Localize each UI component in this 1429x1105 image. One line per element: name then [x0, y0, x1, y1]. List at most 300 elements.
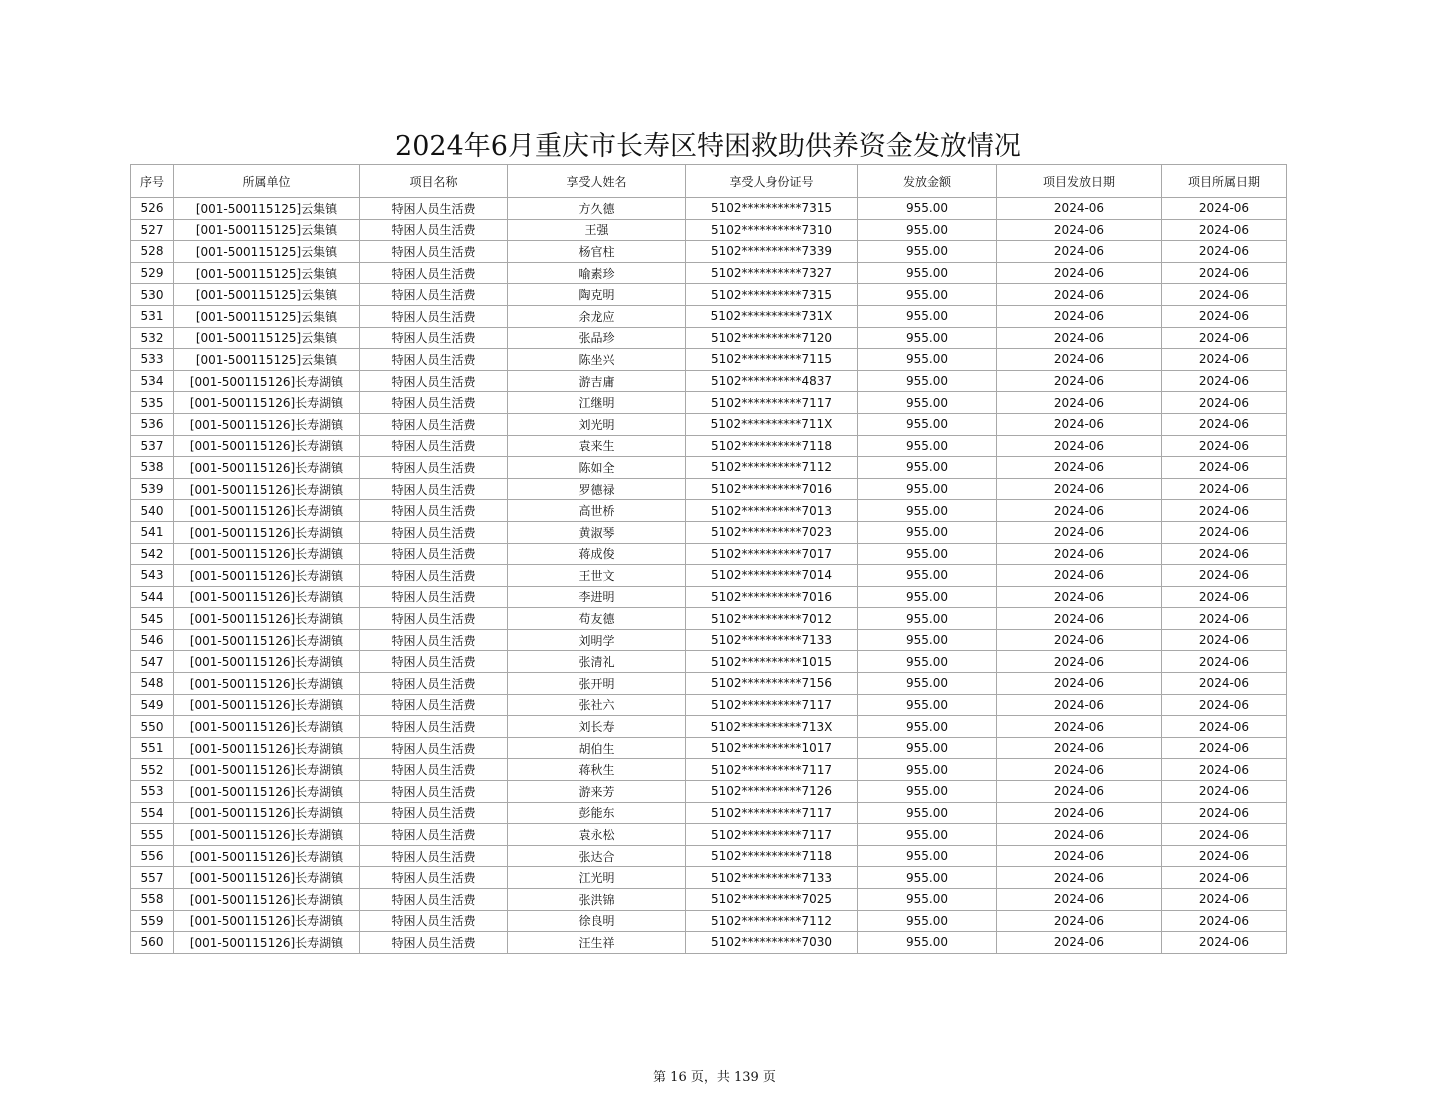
- cell-unit: [001-500115126]长寿湖镇: [174, 781, 360, 803]
- table-row: [131, 932, 1287, 954]
- cell-amount: 955.00: [858, 932, 997, 954]
- cell-project: 特困人员生活费: [360, 673, 508, 695]
- cell-period: 2024-06: [1162, 608, 1287, 630]
- cell-project: 特困人员生活费: [360, 867, 508, 889]
- cell-name: 游来芳: [508, 781, 686, 803]
- cell-unit: [001-500115125]云集镇: [174, 305, 360, 327]
- cell-amount: 955.00: [858, 521, 997, 543]
- cell-amount: 955.00: [858, 845, 997, 867]
- cell-index: 544: [131, 586, 174, 608]
- cell-amount: 955.00: [858, 457, 997, 479]
- table-row: [131, 478, 1287, 500]
- table-row: [131, 413, 1287, 435]
- col-header-index: 序号: [131, 165, 174, 198]
- cell-unit: [001-500115126]长寿湖镇: [174, 910, 360, 932]
- cell-period: 2024-06: [1162, 219, 1287, 241]
- cell-index: 539: [131, 478, 174, 500]
- cell-unit: [001-500115125]云集镇: [174, 262, 360, 284]
- cell-issue-date: 2024-06: [997, 867, 1162, 889]
- cell-project: 特困人员生活费: [360, 608, 508, 630]
- cell-period: 2024-06: [1162, 867, 1287, 889]
- table-row: [131, 262, 1287, 284]
- cell-unit: [001-500115126]长寿湖镇: [174, 867, 360, 889]
- cell-unit: [001-500115126]长寿湖镇: [174, 565, 360, 587]
- cell-name: 袁永松: [508, 824, 686, 846]
- table-row: [131, 737, 1287, 759]
- cell-issue-date: 2024-06: [997, 759, 1162, 781]
- cell-issue-date: 2024-06: [997, 565, 1162, 587]
- cell-issue-date: 2024-06: [997, 608, 1162, 630]
- cell-issue-date: 2024-06: [997, 932, 1162, 954]
- cell-amount: 955.00: [858, 500, 997, 522]
- cell-index: 551: [131, 737, 174, 759]
- cell-project: 特困人员生活费: [360, 521, 508, 543]
- cell-index: 536: [131, 413, 174, 435]
- cell-id-number: 5102**********7016: [686, 478, 858, 500]
- cell-amount: 955.00: [858, 198, 997, 220]
- cell-id-number: 5102**********7112: [686, 457, 858, 479]
- cell-amount: 955.00: [858, 824, 997, 846]
- cell-project: 特困人员生活费: [360, 651, 508, 673]
- page-footer: 第 16 页，共 139 页: [653, 1070, 776, 1085]
- cell-amount: 955.00: [858, 737, 997, 759]
- cell-id-number: 5102**********713X: [686, 716, 858, 738]
- cell-unit: [001-500115125]云集镇: [174, 219, 360, 241]
- cell-unit: [001-500115126]长寿湖镇: [174, 737, 360, 759]
- cell-period: 2024-06: [1162, 737, 1287, 759]
- cell-period: 2024-06: [1162, 565, 1287, 587]
- table-row: [131, 651, 1287, 673]
- cell-period: 2024-06: [1162, 284, 1287, 306]
- cell-id-number: 5102**********7030: [686, 932, 858, 954]
- cell-index: 556: [131, 845, 174, 867]
- cell-id-number: 5102**********7013: [686, 500, 858, 522]
- cell-period: 2024-06: [1162, 521, 1287, 543]
- cell-index: 532: [131, 327, 174, 349]
- table-body: [131, 198, 1287, 954]
- cell-name: 李进明: [508, 586, 686, 608]
- cell-project: 特困人员生活费: [360, 457, 508, 479]
- cell-index: 560: [131, 932, 174, 954]
- table-row: [131, 586, 1287, 608]
- cell-issue-date: 2024-06: [997, 198, 1162, 220]
- cell-name: 罗德禄: [508, 478, 686, 500]
- cell-period: 2024-06: [1162, 543, 1287, 565]
- cell-index: 550: [131, 716, 174, 738]
- cell-name: 王世文: [508, 565, 686, 587]
- cell-period: 2024-06: [1162, 694, 1287, 716]
- cell-period: 2024-06: [1162, 435, 1287, 457]
- cell-unit: [001-500115126]长寿湖镇: [174, 586, 360, 608]
- cell-amount: 955.00: [858, 327, 997, 349]
- cell-unit: [001-500115126]长寿湖镇: [174, 370, 360, 392]
- cell-unit: [001-500115125]云集镇: [174, 349, 360, 371]
- cell-period: 2024-06: [1162, 824, 1287, 846]
- cell-period: 2024-06: [1162, 673, 1287, 695]
- cell-index: 557: [131, 867, 174, 889]
- cell-index: 554: [131, 802, 174, 824]
- table-row: [131, 521, 1287, 543]
- page-title: 2024年6月重庆市长寿区特困救助供养资金发放情况: [395, 131, 1021, 162]
- cell-index: 552: [131, 759, 174, 781]
- table-row: [131, 716, 1287, 738]
- cell-unit: [001-500115126]长寿湖镇: [174, 673, 360, 695]
- cell-project: 特困人员生活费: [360, 241, 508, 263]
- cell-project: 特困人员生活费: [360, 910, 508, 932]
- cell-project: 特困人员生活费: [360, 781, 508, 803]
- table-row: [131, 500, 1287, 522]
- cell-project: 特困人员生活费: [360, 413, 508, 435]
- cell-id-number: 5102**********7126: [686, 781, 858, 803]
- cell-issue-date: 2024-06: [997, 543, 1162, 565]
- cell-project: 特困人员生活费: [360, 478, 508, 500]
- cell-index: 553: [131, 781, 174, 803]
- cell-issue-date: 2024-06: [997, 824, 1162, 846]
- cell-index: 535: [131, 392, 174, 414]
- cell-period: 2024-06: [1162, 651, 1287, 673]
- cell-id-number: 5102**********7133: [686, 629, 858, 651]
- cell-name: 张洪锦: [508, 889, 686, 911]
- cell-id-number: 5102**********7120: [686, 327, 858, 349]
- cell-index: 542: [131, 543, 174, 565]
- cell-id-number: 5102**********731X: [686, 305, 858, 327]
- table-row: [131, 565, 1287, 587]
- col-header-unit: 所属单位: [174, 165, 360, 198]
- cell-issue-date: 2024-06: [997, 781, 1162, 803]
- cell-name: 张社六: [508, 694, 686, 716]
- cell-index: 528: [131, 241, 174, 263]
- table-row: [131, 824, 1287, 846]
- cell-issue-date: 2024-06: [997, 694, 1162, 716]
- cell-period: 2024-06: [1162, 305, 1287, 327]
- table-row: [131, 910, 1287, 932]
- cell-issue-date: 2024-06: [997, 262, 1162, 284]
- cell-name: 高世桥: [508, 500, 686, 522]
- cell-amount: 955.00: [858, 867, 997, 889]
- cell-unit: [001-500115126]长寿湖镇: [174, 478, 360, 500]
- cell-unit: [001-500115126]长寿湖镇: [174, 824, 360, 846]
- cell-name: 王强: [508, 219, 686, 241]
- cell-project: 特困人员生活费: [360, 349, 508, 371]
- cell-unit: [001-500115125]云集镇: [174, 241, 360, 263]
- cell-id-number: 5102**********7315: [686, 198, 858, 220]
- cell-project: 特困人员生活费: [360, 824, 508, 846]
- cell-issue-date: 2024-06: [997, 716, 1162, 738]
- cell-amount: 955.00: [858, 349, 997, 371]
- cell-id-number: 5102**********7117: [686, 802, 858, 824]
- cell-project: 特困人员生活费: [360, 500, 508, 522]
- col-header-project: 项目名称: [360, 165, 508, 198]
- cell-unit: [001-500115126]长寿湖镇: [174, 500, 360, 522]
- cell-name: 陈坐兴: [508, 349, 686, 371]
- cell-index: 529: [131, 262, 174, 284]
- cell-name: 刘光明: [508, 413, 686, 435]
- cell-project: 特困人员生活费: [360, 370, 508, 392]
- cell-unit: [001-500115126]长寿湖镇: [174, 629, 360, 651]
- table-row: [131, 349, 1287, 371]
- cell-period: 2024-06: [1162, 413, 1287, 435]
- cell-unit: [001-500115126]长寿湖镇: [174, 413, 360, 435]
- cell-unit: [001-500115126]长寿湖镇: [174, 889, 360, 911]
- cell-issue-date: 2024-06: [997, 478, 1162, 500]
- table-row: [131, 889, 1287, 911]
- cell-issue-date: 2024-06: [997, 889, 1162, 911]
- cell-index: 558: [131, 889, 174, 911]
- cell-project: 特困人员生活费: [360, 219, 508, 241]
- cell-amount: 955.00: [858, 802, 997, 824]
- cell-name: 刘长寿: [508, 716, 686, 738]
- cell-name: 袁来生: [508, 435, 686, 457]
- cell-amount: 955.00: [858, 694, 997, 716]
- cell-amount: 955.00: [858, 305, 997, 327]
- cell-index: 545: [131, 608, 174, 630]
- table-row: [131, 629, 1287, 651]
- cell-id-number: 5102**********7118: [686, 845, 858, 867]
- table-row: [131, 543, 1287, 565]
- cell-id-number: 5102**********4837: [686, 370, 858, 392]
- cell-index: 531: [131, 305, 174, 327]
- cell-period: 2024-06: [1162, 629, 1287, 651]
- cell-amount: 955.00: [858, 478, 997, 500]
- table-row: [131, 457, 1287, 479]
- cell-period: 2024-06: [1162, 932, 1287, 954]
- table-row: [131, 198, 1287, 220]
- cell-period: 2024-06: [1162, 716, 1287, 738]
- cell-id-number: 5102**********7023: [686, 521, 858, 543]
- cell-id-number: 5102**********7025: [686, 889, 858, 911]
- table-row: [131, 608, 1287, 630]
- cell-id-number: 5102**********7115: [686, 349, 858, 371]
- cell-index: 540: [131, 500, 174, 522]
- cell-name: 徐良明: [508, 910, 686, 932]
- cell-amount: 955.00: [858, 889, 997, 911]
- cell-period: 2024-06: [1162, 845, 1287, 867]
- cell-name: 江光明: [508, 867, 686, 889]
- table-row: [131, 241, 1287, 263]
- cell-amount: 955.00: [858, 392, 997, 414]
- cell-period: 2024-06: [1162, 910, 1287, 932]
- cell-amount: 955.00: [858, 435, 997, 457]
- cell-amount: 955.00: [858, 673, 997, 695]
- cell-index: 559: [131, 910, 174, 932]
- cell-amount: 955.00: [858, 716, 997, 738]
- cell-name: 彭能东: [508, 802, 686, 824]
- cell-id-number: 5102**********1017: [686, 737, 858, 759]
- table-row: [131, 694, 1287, 716]
- cell-project: 特困人员生活费: [360, 737, 508, 759]
- cell-id-number: 5102**********7118: [686, 435, 858, 457]
- cell-unit: [001-500115126]长寿湖镇: [174, 759, 360, 781]
- cell-index: 543: [131, 565, 174, 587]
- cell-index: 537: [131, 435, 174, 457]
- cell-id-number: 5102**********1015: [686, 651, 858, 673]
- cell-unit: [001-500115126]长寿湖镇: [174, 608, 360, 630]
- cell-name: 张清礼: [508, 651, 686, 673]
- cell-project: 特困人员生活费: [360, 845, 508, 867]
- cell-project: 特困人员生活费: [360, 716, 508, 738]
- cell-name: 蒋秋生: [508, 759, 686, 781]
- cell-period: 2024-06: [1162, 759, 1287, 781]
- cell-issue-date: 2024-06: [997, 629, 1162, 651]
- cell-index: 538: [131, 457, 174, 479]
- cell-name: 陶克明: [508, 284, 686, 306]
- cell-issue-date: 2024-06: [997, 284, 1162, 306]
- table-row: [131, 284, 1287, 306]
- cell-project: 特困人员生活费: [360, 932, 508, 954]
- cell-unit: [001-500115126]长寿湖镇: [174, 392, 360, 414]
- table-row: [131, 435, 1287, 457]
- cell-amount: 955.00: [858, 543, 997, 565]
- cell-project: 特困人员生活费: [360, 694, 508, 716]
- cell-issue-date: 2024-06: [997, 586, 1162, 608]
- cell-id-number: 5102**********7017: [686, 543, 858, 565]
- cell-project: 特困人员生活费: [360, 565, 508, 587]
- cell-project: 特困人员生活费: [360, 543, 508, 565]
- cell-id-number: 5102**********7117: [686, 759, 858, 781]
- cell-period: 2024-06: [1162, 478, 1287, 500]
- cell-id-number: 5102**********7339: [686, 241, 858, 263]
- cell-name: 游吉庸: [508, 370, 686, 392]
- cell-name: 余龙应: [508, 305, 686, 327]
- cell-amount: 955.00: [858, 629, 997, 651]
- cell-unit: [001-500115126]长寿湖镇: [174, 845, 360, 867]
- cell-unit: [001-500115126]长寿湖镇: [174, 932, 360, 954]
- cell-issue-date: 2024-06: [997, 910, 1162, 932]
- cell-project: 特困人员生活费: [360, 889, 508, 911]
- cell-project: 特困人员生活费: [360, 284, 508, 306]
- data-table: [130, 164, 1287, 954]
- cell-amount: 955.00: [858, 413, 997, 435]
- cell-id-number: 5102**********7117: [686, 824, 858, 846]
- cell-issue-date: 2024-06: [997, 521, 1162, 543]
- cell-name: 张达合: [508, 845, 686, 867]
- cell-name: 蒋成俊: [508, 543, 686, 565]
- cell-period: 2024-06: [1162, 241, 1287, 263]
- cell-unit: [001-500115126]长寿湖镇: [174, 716, 360, 738]
- cell-index: 547: [131, 651, 174, 673]
- cell-id-number: 5102**********711X: [686, 413, 858, 435]
- cell-index: 541: [131, 521, 174, 543]
- cell-issue-date: 2024-06: [997, 435, 1162, 457]
- cell-period: 2024-06: [1162, 198, 1287, 220]
- cell-project: 特困人员生活费: [360, 198, 508, 220]
- table-row: [131, 845, 1287, 867]
- col-header-amount: 发放金额: [858, 165, 997, 198]
- cell-amount: 955.00: [858, 565, 997, 587]
- cell-period: 2024-06: [1162, 392, 1287, 414]
- table-row: [131, 867, 1287, 889]
- cell-unit: [001-500115126]长寿湖镇: [174, 802, 360, 824]
- cell-amount: 955.00: [858, 608, 997, 630]
- cell-period: 2024-06: [1162, 802, 1287, 824]
- cell-amount: 955.00: [858, 586, 997, 608]
- header-row: [131, 165, 1287, 198]
- cell-unit: [001-500115126]长寿湖镇: [174, 457, 360, 479]
- cell-period: 2024-06: [1162, 500, 1287, 522]
- cell-index: 526: [131, 198, 174, 220]
- table-row: [131, 327, 1287, 349]
- cell-issue-date: 2024-06: [997, 845, 1162, 867]
- cell-index: 533: [131, 349, 174, 371]
- cell-issue-date: 2024-06: [997, 457, 1162, 479]
- cell-issue-date: 2024-06: [997, 500, 1162, 522]
- cell-issue-date: 2024-06: [997, 413, 1162, 435]
- cell-issue-date: 2024-06: [997, 651, 1162, 673]
- cell-id-number: 5102**********7012: [686, 608, 858, 630]
- table-row: [131, 305, 1287, 327]
- cell-id-number: 5102**********7016: [686, 586, 858, 608]
- cell-index: 555: [131, 824, 174, 846]
- cell-unit: [001-500115126]长寿湖镇: [174, 435, 360, 457]
- cell-project: 特困人员生活费: [360, 392, 508, 414]
- table-row: [131, 802, 1287, 824]
- table-row: [131, 392, 1287, 414]
- col-header-id-number: 享受人身份证号: [686, 165, 858, 198]
- cell-period: 2024-06: [1162, 327, 1287, 349]
- cell-issue-date: 2024-06: [997, 673, 1162, 695]
- cell-issue-date: 2024-06: [997, 241, 1162, 263]
- cell-index: 546: [131, 629, 174, 651]
- cell-unit: [001-500115126]长寿湖镇: [174, 521, 360, 543]
- cell-issue-date: 2024-06: [997, 219, 1162, 241]
- cell-project: 特困人员生活费: [360, 629, 508, 651]
- cell-project: 特困人员生活费: [360, 586, 508, 608]
- cell-id-number: 5102**********7014: [686, 565, 858, 587]
- cell-project: 特困人员生活费: [360, 435, 508, 457]
- cell-period: 2024-06: [1162, 457, 1287, 479]
- cell-name: 方久德: [508, 198, 686, 220]
- cell-project: 特困人员生活费: [360, 262, 508, 284]
- cell-issue-date: 2024-06: [997, 370, 1162, 392]
- cell-id-number: 5102**********7112: [686, 910, 858, 932]
- table-row: [131, 673, 1287, 695]
- cell-project: 特困人员生活费: [360, 305, 508, 327]
- cell-period: 2024-06: [1162, 262, 1287, 284]
- cell-unit: [001-500115125]云集镇: [174, 327, 360, 349]
- cell-index: 527: [131, 219, 174, 241]
- cell-period: 2024-06: [1162, 889, 1287, 911]
- cell-project: 特困人员生活费: [360, 759, 508, 781]
- cell-name: 苟友德: [508, 608, 686, 630]
- cell-unit: [001-500115126]长寿湖镇: [174, 694, 360, 716]
- cell-amount: 955.00: [858, 370, 997, 392]
- cell-unit: [001-500115126]长寿湖镇: [174, 543, 360, 565]
- col-header-name: 享受人姓名: [508, 165, 686, 198]
- cell-unit: [001-500115125]云集镇: [174, 284, 360, 306]
- cell-id-number: 5102**********7156: [686, 673, 858, 695]
- cell-project: 特困人员生活费: [360, 802, 508, 824]
- cell-name: 张开明: [508, 673, 686, 695]
- cell-name: 黄淑琴: [508, 521, 686, 543]
- cell-amount: 955.00: [858, 241, 997, 263]
- cell-amount: 955.00: [858, 651, 997, 673]
- cell-period: 2024-06: [1162, 586, 1287, 608]
- cell-id-number: 5102**********7327: [686, 262, 858, 284]
- cell-amount: 955.00: [858, 759, 997, 781]
- cell-period: 2024-06: [1162, 370, 1287, 392]
- cell-issue-date: 2024-06: [997, 349, 1162, 371]
- cell-issue-date: 2024-06: [997, 802, 1162, 824]
- cell-amount: 955.00: [858, 262, 997, 284]
- table-row: [131, 781, 1287, 803]
- cell-name: 陈如全: [508, 457, 686, 479]
- cell-period: 2024-06: [1162, 349, 1287, 371]
- cell-index: 530: [131, 284, 174, 306]
- cell-index: 548: [131, 673, 174, 695]
- cell-amount: 955.00: [858, 219, 997, 241]
- cell-project: 特困人员生活费: [360, 327, 508, 349]
- cell-amount: 955.00: [858, 284, 997, 306]
